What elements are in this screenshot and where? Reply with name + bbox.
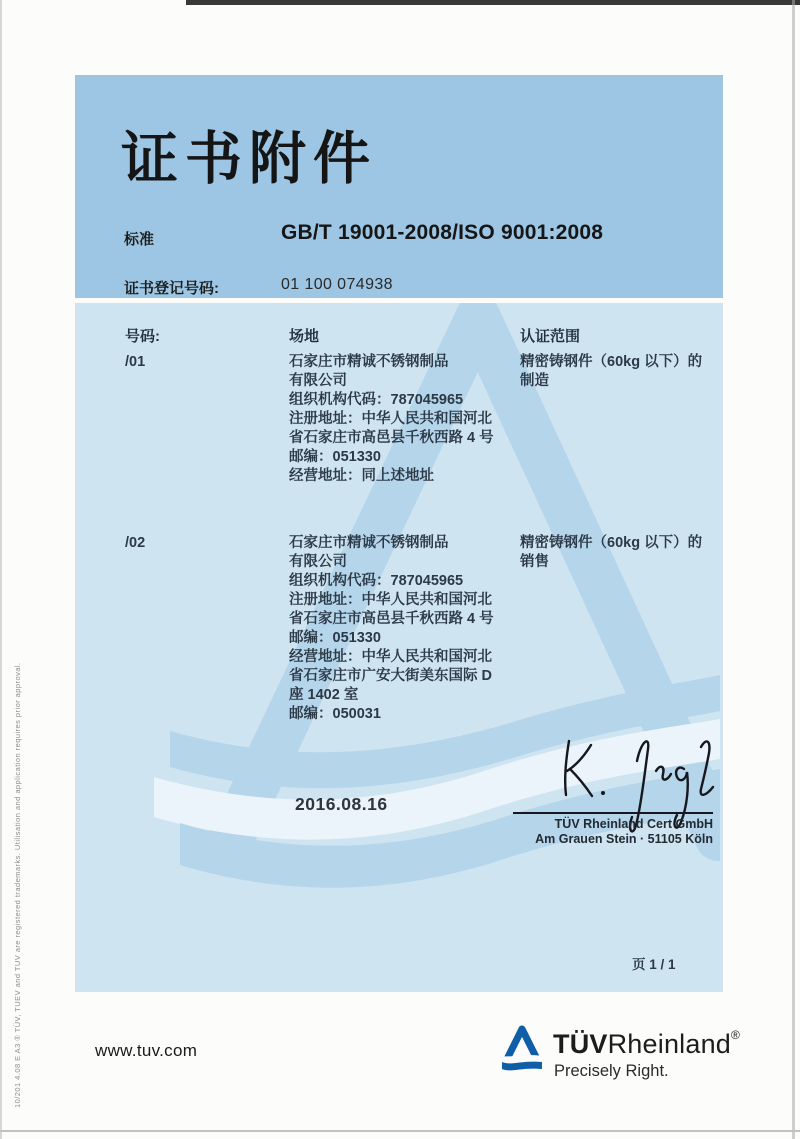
row1-site-line: 省石家庄市高邑县千秋西路 4 号: [289, 430, 494, 446]
scan-edge-top: [186, 0, 800, 5]
row2-site-line: 省石家庄市广安大街美东国际 D: [289, 668, 492, 684]
scan-edge-bottom: [0, 1130, 800, 1132]
row2-site-line: 省石家庄市高邑县千秋西路 4 号: [289, 611, 494, 627]
website-url: www.tuv.com: [95, 1041, 198, 1060]
header-band: [75, 75, 723, 298]
certificate-body: [75, 303, 723, 992]
row2-site-line: 经营地址：中华人民共和国河北: [289, 649, 492, 665]
issue-date: 2016.08.16: [295, 794, 388, 814]
standard-value: GB/T 19001-2008/ISO 9001:2008: [281, 221, 604, 244]
row2-site-line: 邮编：050031: [289, 706, 381, 722]
column-header-scope: 认证范围: [520, 328, 581, 345]
signature-org-block: [473, 817, 713, 847]
cert-number-value: 01 100 074938: [281, 276, 393, 293]
scan-edge-right: [792, 0, 795, 1139]
brand-rheinland: Rheinland: [607, 1029, 732, 1059]
row1-site-line: 有限公司: [289, 373, 347, 389]
row2-site-line: 邮编：051330: [289, 630, 381, 646]
standard-label: 标准: [124, 231, 155, 248]
side-legal-note: 10/201 4.08 E A3 ® TÜV, TUEV and TUV are registered trademarks. Utilisation and application requires prior approval.: [13, 662, 22, 1108]
row1-site-line: 组织机构代码：787045965: [289, 392, 464, 408]
tuv-rheinland-logo-icon: [499, 1025, 545, 1073]
row2-scope-line: 精密铸钢件（60kg 以下）的: [520, 535, 703, 551]
brand-wordmark: [553, 1028, 740, 1060]
row2-scope-line: 销售: [520, 554, 549, 570]
row2-site: [289, 534, 494, 724]
row1-site-line: 邮编：051330: [289, 449, 381, 465]
row2-site-line: 座 1402 室: [289, 687, 359, 703]
column-header-number: 号码:: [125, 328, 160, 345]
page-title: 证书附件: [121, 127, 377, 191]
row1-scope: [520, 353, 715, 391]
row2-site-line: 注册地址：中华人民共和国河北: [289, 592, 492, 608]
row1-number: /01: [125, 354, 146, 370]
row2-site-line: 石家庄市精诚不锈钢制品: [289, 535, 449, 551]
row2-scope: [520, 534, 715, 572]
row1-scope-line: 精密铸钢件（60kg 以下）的: [520, 354, 703, 370]
row2-number: /02: [125, 535, 146, 551]
row1-site-line: 注册地址：中华人民共和国河北: [289, 411, 492, 427]
signature-org: TÜV Rheinland Cert GmbH: [554, 817, 713, 831]
row1-site-line: 经营地址：同上述地址: [289, 468, 434, 484]
row1-site: [289, 353, 494, 486]
row1-site-line: 石家庄市精诚不锈钢制品: [289, 354, 449, 370]
registered-trademark-icon: ®: [731, 1028, 741, 1042]
signature-line: [513, 812, 713, 814]
page-indicator: 页 1 / 1: [632, 957, 676, 972]
row2-site-line: 有限公司: [289, 554, 347, 570]
column-header-site: 场地: [289, 328, 320, 345]
cert-number-label: 证书登记号码:: [124, 280, 219, 297]
brand-tuv: TÜV: [553, 1029, 608, 1059]
scan-edge-left: [0, 0, 2, 1139]
row2-site-line: 组织机构代码：787045965: [289, 573, 464, 589]
signature-address: Am Grauen Stein · 51105 Köln: [535, 832, 713, 846]
brand-tagline: Precisely Right.: [554, 1062, 669, 1080]
row1-scope-line: 制造: [520, 373, 549, 389]
